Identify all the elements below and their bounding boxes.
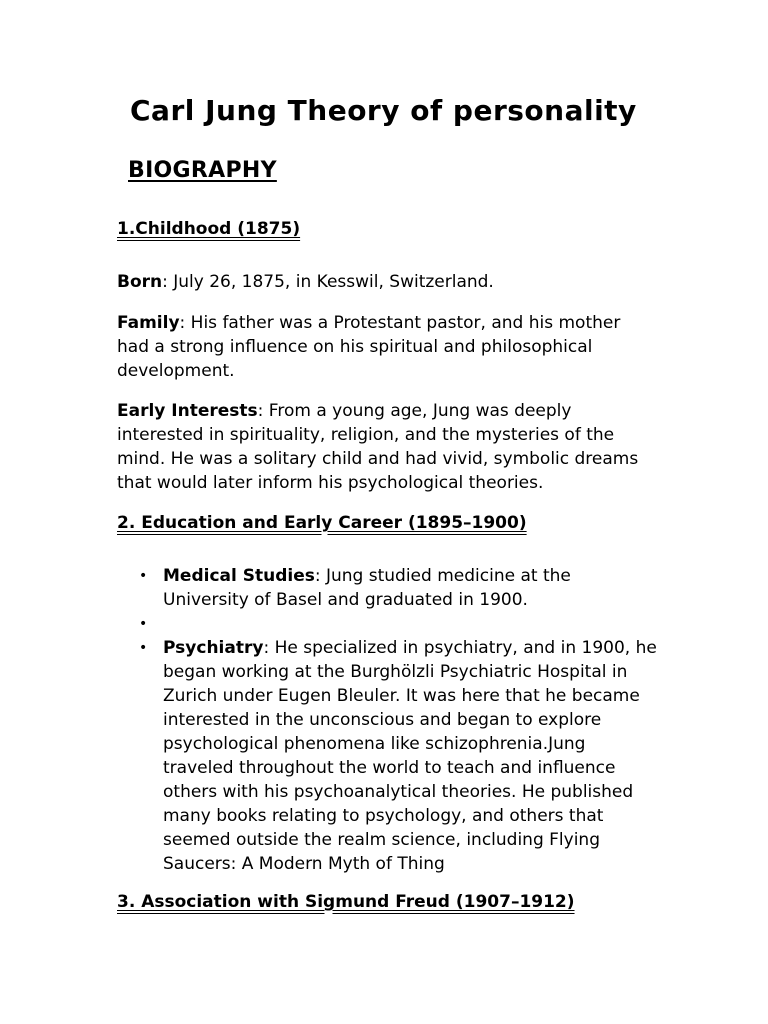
- list-item: [117, 612, 657, 636]
- paragraph-family: [117, 311, 657, 383]
- psychiatry-text: : He specialized in psychiatry, and in 1900, he began working at the Burghölzli Psychiatric Hospital in Zurich under Eugen Bleuler. It was here that he became interested in the unconscious and began to explore psychological phenomena like schizophrenia.Jung traveled throughout the world to teach and influence others with his psychoanalytical theories. He published many books relating to psychology, and others that seemed outside the realm science, including Flying Saucers: A Modern Myth of Thing: [163, 638, 657, 874]
- born-text: : July 26, 1875, in Kesswil, Switzerland.: [162, 272, 494, 292]
- early-interests-text: : From a young age, Jung was deeply interested in spirituality, religion, and the mysteries of the mind. He was a solitary child and had vivid, symbolic dreams that would later inform his psychological theories.: [117, 401, 639, 493]
- family-text: : His father was a Protestant pastor, and his mother had a strong influence on his spiritual and philosophical development.: [117, 313, 621, 381]
- page-title: Carl Jung Theory of personality: [130, 94, 637, 127]
- born-label: Born: [117, 272, 163, 292]
- list-item: [117, 564, 657, 612]
- psychiatry-label: Psychiatry: [163, 638, 264, 658]
- medical-studies-text: : Jung studied medicine at the University of Basel and graduated in 1900.: [163, 566, 571, 610]
- bullet-icon: •: [139, 568, 148, 584]
- education-list: [117, 564, 657, 876]
- bullet-icon: •: [139, 640, 148, 656]
- medical-studies-label: Medical Studies: [163, 566, 315, 586]
- subheading-freud: 3. Association with Sigmund Freud (1907–1912): [117, 892, 575, 912]
- early-interests-label: Early Interests: [117, 401, 258, 421]
- paragraph-born: [117, 270, 657, 294]
- list-item: [117, 636, 657, 876]
- section-heading-biography: BIOGRAPHY: [128, 158, 277, 183]
- paragraph-early-interests: [117, 399, 657, 495]
- subheading-education: 2. Education and Early Career (1895–1900): [117, 513, 527, 533]
- subheading-childhood: 1.Childhood (1875): [117, 219, 301, 239]
- bullet-icon: •: [139, 616, 148, 632]
- family-label: Family: [117, 313, 180, 333]
